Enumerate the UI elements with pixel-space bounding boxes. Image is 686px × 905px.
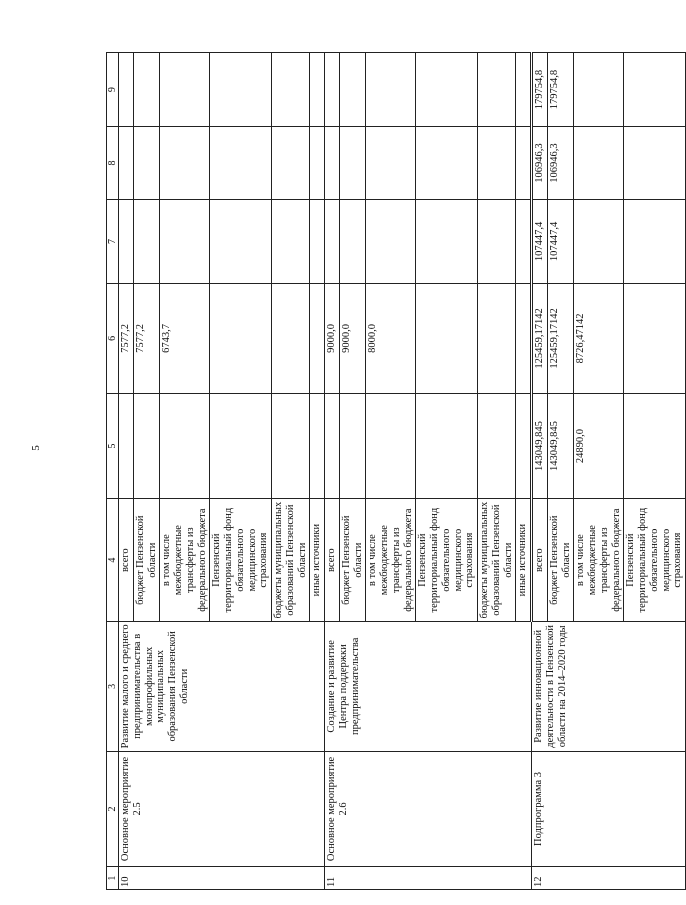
funding-source-cell: Пензенский территориальный фонд обязательного медицинского страхования: [624, 499, 686, 622]
budget-table: [106, 52, 686, 890]
amount-cell: [160, 127, 210, 200]
header-cell: 8: [107, 127, 119, 200]
header-row: [107, 53, 119, 890]
amount-cell: 179754,8: [547, 53, 574, 127]
table-row: [325, 53, 340, 890]
amount-cell: [133, 393, 160, 499]
amount-cell: [339, 53, 366, 127]
funding-source-cell: Пензенский территориальный фонд обязательного медицинского страхования: [416, 499, 478, 622]
amount-cell: 6743,7: [160, 284, 210, 394]
amount-cell: [339, 199, 366, 283]
amount-cell: [339, 393, 366, 499]
amount-cell: [478, 127, 516, 200]
funding-source-cell: бюджет Пензенской области: [133, 499, 160, 622]
amount-cell: [272, 199, 310, 283]
table-row: [119, 53, 134, 890]
amount-cell: [624, 127, 686, 200]
item-name-cell: Развитие малого и среднего предпринимательства в монопрофильных муниципальных образования Пензенской области: [119, 621, 325, 751]
amount-cell: 7577,2: [133, 284, 160, 394]
amount-cell: 24890,0: [574, 393, 624, 499]
amount-cell: [624, 284, 686, 394]
item-type-cell: Основное мероприятие 2.6: [325, 751, 532, 866]
amount-cell: [310, 284, 325, 394]
header-cell: 1: [107, 867, 119, 890]
amount-cell: [516, 127, 532, 200]
amount-cell: 107447,4: [532, 199, 548, 283]
budget-table-container: [106, 52, 684, 890]
amount-cell: [366, 127, 416, 200]
amount-cell: [310, 199, 325, 283]
amount-cell: [160, 199, 210, 283]
amount-cell: 125459,17142: [532, 284, 548, 394]
amount-cell: [210, 284, 272, 394]
funding-source-cell: в том числе межбюджетные трансферты из федерального бюджета: [160, 499, 210, 622]
funding-source-cell: всего: [532, 499, 548, 622]
funding-source-cell: бюджет Пензенской области: [547, 499, 574, 622]
amount-cell: [516, 53, 532, 127]
header-cell: 7: [107, 199, 119, 283]
row-number-cell: 10: [119, 867, 325, 890]
header-cell: 9: [107, 53, 119, 127]
amount-cell: [210, 53, 272, 127]
amount-cell: [133, 127, 160, 200]
amount-cell: [325, 53, 340, 127]
amount-cell: [416, 53, 478, 127]
amount-cell: [478, 199, 516, 283]
amount-cell: [478, 393, 516, 499]
amount-cell: [366, 393, 416, 499]
amount-cell: [325, 127, 340, 200]
amount-cell: 125459,17142: [547, 284, 574, 394]
amount-cell: 179754,8: [532, 53, 548, 127]
page-number: 5: [30, 445, 42, 451]
amount-cell: [272, 53, 310, 127]
amount-cell: 107447,4: [547, 199, 574, 283]
amount-cell: 106946,3: [532, 127, 548, 200]
header-cell: 3: [107, 621, 119, 751]
funding-source-cell: всего: [119, 499, 134, 622]
amount-cell: [624, 53, 686, 127]
amount-cell: [478, 284, 516, 394]
amount-cell: [366, 199, 416, 283]
funding-source-cell: всего: [325, 499, 340, 622]
amount-cell: [416, 127, 478, 200]
funding-source-cell: в том числе межбюджетные трансферты из федерального бюджета: [366, 499, 416, 622]
amount-cell: [516, 199, 532, 283]
funding-source-cell: бюджеты муниципальных образований Пензенской области: [478, 499, 516, 622]
amount-cell: 8000,0: [366, 284, 416, 394]
amount-cell: [478, 53, 516, 127]
table-body: [107, 53, 686, 890]
amount-cell: [310, 53, 325, 127]
item-type-cell: Подпрограмма 3: [532, 751, 686, 866]
amount-cell: [310, 127, 325, 200]
amount-cell: [160, 393, 210, 499]
header-cell: 4: [107, 499, 119, 622]
funding-source-cell: бюджеты муниципальных образований Пензенской области: [272, 499, 310, 622]
amount-cell: [416, 393, 478, 499]
amount-cell: [516, 284, 532, 394]
amount-cell: 106946,3: [547, 127, 574, 200]
amount-cell: 8726,47142: [574, 284, 624, 394]
amount-cell: [325, 393, 340, 499]
header-cell: 6: [107, 284, 119, 394]
item-name-cell: Создание и развитие Центра поддержки предпринимательства: [325, 621, 532, 751]
amount-cell: [210, 127, 272, 200]
amount-cell: [310, 393, 325, 499]
amount-cell: [210, 199, 272, 283]
amount-cell: [624, 393, 686, 499]
amount-cell: [119, 199, 134, 283]
amount-cell: [133, 53, 160, 127]
amount-cell: [119, 393, 134, 499]
amount-cell: [574, 127, 624, 200]
funding-source-cell: иные источники: [310, 499, 325, 622]
amount-cell: [119, 127, 134, 200]
funding-source-cell: бюджет Пензенской области: [339, 499, 366, 622]
amount-cell: [624, 199, 686, 283]
amount-cell: 143049,845: [532, 393, 548, 499]
amount-cell: [339, 127, 366, 200]
row-number-cell: 11: [325, 867, 532, 890]
amount-cell: [160, 53, 210, 127]
item-type-cell: Основное мероприятие 2.5: [119, 751, 325, 866]
row-number-cell: 12: [532, 867, 686, 890]
amount-cell: [574, 53, 624, 127]
item-name-cell: Развитие инновационной деятельности в Пензенской области на 2014–2020 годы: [532, 621, 686, 751]
amount-cell: [119, 53, 134, 127]
header-cell: 2: [107, 751, 119, 866]
amount-cell: [272, 127, 310, 200]
funding-source-cell: в том числе межбюджетные трансферты из федерального бюджета: [574, 499, 624, 622]
funding-source-cell: Пензенский территориальный фонд обязательного медицинского страхования: [210, 499, 272, 622]
amount-cell: [416, 284, 478, 394]
amount-cell: 143049,845: [547, 393, 574, 499]
amount-cell: [272, 284, 310, 394]
table-row: [532, 53, 548, 890]
amount-cell: [325, 199, 340, 283]
amount-cell: [416, 199, 478, 283]
amount-cell: [210, 393, 272, 499]
amount-cell: [272, 393, 310, 499]
amount-cell: [516, 393, 532, 499]
amount-cell: [133, 199, 160, 283]
header-cell: 5: [107, 393, 119, 499]
amount-cell: [574, 199, 624, 283]
amount-cell: 9000,0: [325, 284, 340, 394]
amount-cell: [366, 53, 416, 127]
amount-cell: 9000,0: [339, 284, 366, 394]
funding-source-cell: иные источники: [516, 499, 532, 622]
amount-cell: 7577,2: [119, 284, 134, 394]
